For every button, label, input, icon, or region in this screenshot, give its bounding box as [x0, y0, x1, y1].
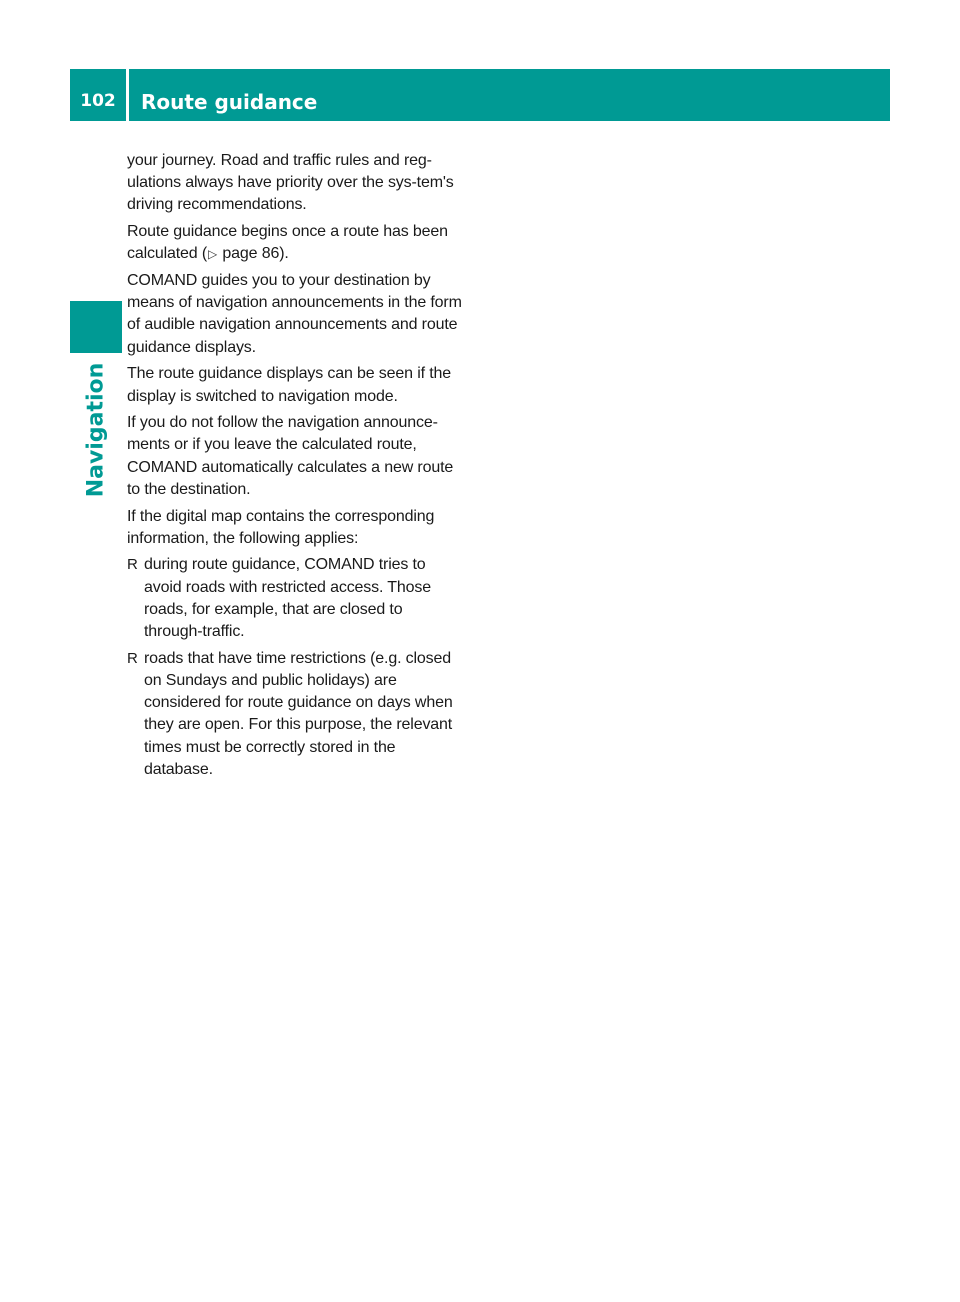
- chapter-tab-block: [70, 301, 122, 353]
- bullet-icon: R: [127, 556, 138, 574]
- paragraph-route-start: [127, 221, 465, 265]
- header-divider: [126, 69, 129, 121]
- list-item-text: roads that have time restrictions (e.g. closed on Sundays and public holidays) are considered for route guidance on days when they are open. For this purpose, the relevant times must be correctly stored in the database.: [144, 649, 453, 778]
- list-item: [127, 554, 465, 643]
- bullet-icon: R: [127, 649, 138, 667]
- body-text: [127, 150, 465, 785]
- paragraph-journey: your journey. Road and traffic rules and reg-ulations always have priority over the sys-tem's driving recommendations.: [127, 152, 454, 214]
- bullet-list: [127, 554, 465, 781]
- list-item-text: during route guidance, COMAND tries to avoid roads with restricted access. Those roads, for example, that are closed to through-traffic.: [144, 556, 432, 641]
- paragraph-display-mode: The route guidance displays can be seen if the display is switched to navigation mode.: [127, 365, 451, 405]
- chapter-label: Navigation: [83, 362, 109, 498]
- paragraph-recalculation: If you do not follow the navigation announce-ments or if you leave the calculated route, COMAND automatically calculates a new route to the destination.: [127, 414, 454, 498]
- page-reference-link[interactable]: page 86).: [218, 245, 289, 263]
- paragraph-route-start-text: Route guidance begins once a route has been calculated (: [127, 223, 448, 263]
- paragraph-announcements: COMAND guides you to your destination by means of navigation announcements in the form of audible navigation announcements and route guidance displays.: [127, 272, 462, 356]
- section-title: Route guidance: [141, 90, 318, 114]
- list-item: [127, 648, 465, 781]
- paragraph-map-info: If the digital map contains the corresponding information, the following applies:: [127, 507, 435, 547]
- cross-reference-arrow-icon: ▷: [208, 247, 218, 262]
- page-number: 102: [80, 91, 116, 111]
